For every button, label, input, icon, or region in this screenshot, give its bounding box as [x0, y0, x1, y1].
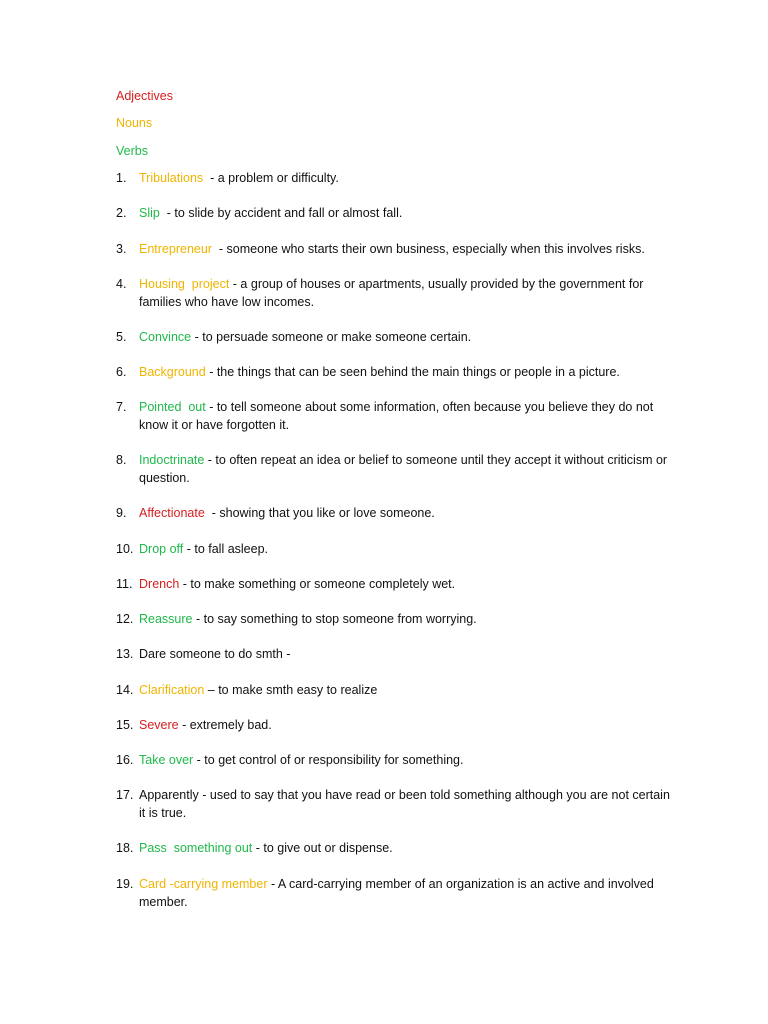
entry-number: 2.	[116, 206, 127, 220]
entry-term-noun: Card -carrying member	[139, 877, 268, 891]
entry-term-verb: Convince	[139, 330, 192, 344]
vocab-entry-8	[116, 452, 678, 487]
entry-term-adjective: Severe	[139, 718, 179, 732]
vocab-entry-5	[116, 329, 678, 347]
vocab-entry-16	[116, 752, 678, 770]
vocab-entry-17	[116, 787, 678, 822]
entry-definition: - to slide by accident and fall or almost fall.	[159, 206, 403, 220]
legend-verbs: Verbs	[116, 144, 148, 158]
vocab-entry-7	[116, 399, 678, 434]
entry-number: 4.	[116, 277, 127, 291]
entry-term-verb: Indoctrinate	[139, 453, 205, 467]
vocab-entry-15	[116, 717, 678, 735]
entry-number: 16.	[116, 753, 134, 767]
vocab-entry-2	[116, 205, 678, 223]
vocab-entry-9	[116, 505, 678, 523]
entry-definition: - showing that you like or love someone.	[204, 506, 435, 520]
entry-definition: - the things that can be seen behind the main things or people in a picture.	[205, 365, 620, 379]
entry-definition: - a problem or difficulty.	[203, 171, 339, 185]
entry-number: 19.	[116, 877, 134, 891]
vocab-entry-1	[116, 170, 678, 188]
entry-term-verb: Slip	[139, 206, 160, 220]
entry-term-adjective: Affectionate	[139, 506, 205, 520]
entry-number: 18.	[116, 841, 134, 855]
vocab-entry-19	[116, 876, 678, 911]
entry-definition: - to give out or dispense.	[252, 841, 393, 855]
entry-term-noun: Tribulations	[139, 171, 204, 185]
entry-number: 11.	[116, 577, 133, 591]
entry-definition: - to fall asleep.	[183, 542, 269, 556]
vocab-entry-6	[116, 364, 678, 382]
entry-number: 14.	[116, 683, 134, 697]
entry-term-noun: Clarification	[139, 683, 205, 697]
entry-definition: - to tell someone about some information, often because you believe they do not know it or have forgotten it.	[139, 400, 657, 432]
entry-term-verb: Reassure	[139, 612, 193, 626]
entry-number: 8.	[116, 453, 127, 467]
vocab-entry-12	[116, 611, 678, 629]
entry-term-noun: Background	[139, 365, 206, 379]
entry-definition: - to say something to stop someone from worrying.	[192, 612, 477, 626]
entry-number: 10.	[116, 542, 134, 556]
entry-term-noun: Housing project	[139, 277, 230, 291]
entry-definition: - a group of houses or apartments, usually provided by the government for families who have low incomes.	[139, 277, 647, 309]
entry-term-adjective: Drench	[139, 577, 180, 591]
entry-term-plain: Dare someone to do smth -	[139, 647, 291, 661]
entry-number: 1.	[116, 171, 127, 185]
legend-adjectives: Adjectives	[116, 89, 173, 103]
entry-number: 17.	[116, 788, 134, 802]
entry-definition: - to often repeat an idea or belief to someone until they accept it without criticism or question.	[139, 453, 671, 485]
entry-term-verb: Pointed out	[139, 400, 206, 414]
entry-number: 9.	[116, 506, 127, 520]
vocab-entry-4	[116, 276, 678, 311]
vocab-entry-3	[116, 241, 678, 259]
entry-term-noun: Entrepreneur	[139, 242, 212, 256]
entry-number: 7.	[116, 400, 127, 414]
entry-term-plain: Apparently	[139, 788, 199, 802]
entry-number: 6.	[116, 365, 127, 379]
legend-nouns: Nouns	[116, 116, 153, 130]
entry-definition: – to make smth easy to realize	[204, 683, 378, 697]
vocab-entry-14	[116, 682, 678, 700]
entry-definition: - extremely bad.	[178, 718, 272, 732]
vocab-entry-11	[116, 576, 678, 594]
entry-number: 5.	[116, 330, 127, 344]
entry-term-verb: Pass something out	[139, 841, 253, 855]
vocab-entry-13	[116, 646, 678, 664]
vocab-entry-18	[116, 840, 678, 858]
entry-definition: - to persuade someone or make someone certain.	[191, 330, 472, 344]
vocab-entry-10	[116, 541, 678, 559]
entry-definition: - A card-carrying member of an organization is an active and involved member.	[139, 877, 658, 909]
entry-definition: - someone who starts their own business, especially when this involves risks.	[211, 242, 645, 256]
entry-term-verb: Drop off	[139, 542, 184, 556]
entry-definition: - to get control of or responsibility for something.	[193, 753, 464, 767]
entry-definition: - used to say that you have read or been told something although you are not certain it is true.	[139, 788, 674, 820]
entry-number: 3.	[116, 242, 127, 256]
entry-definition: - to make something or someone completely wet.	[179, 577, 456, 591]
entry-term-verb: Take over	[139, 753, 194, 767]
entry-number: 12.	[116, 612, 134, 626]
entry-number: 13.	[116, 647, 134, 661]
entry-number: 15.	[116, 718, 134, 732]
